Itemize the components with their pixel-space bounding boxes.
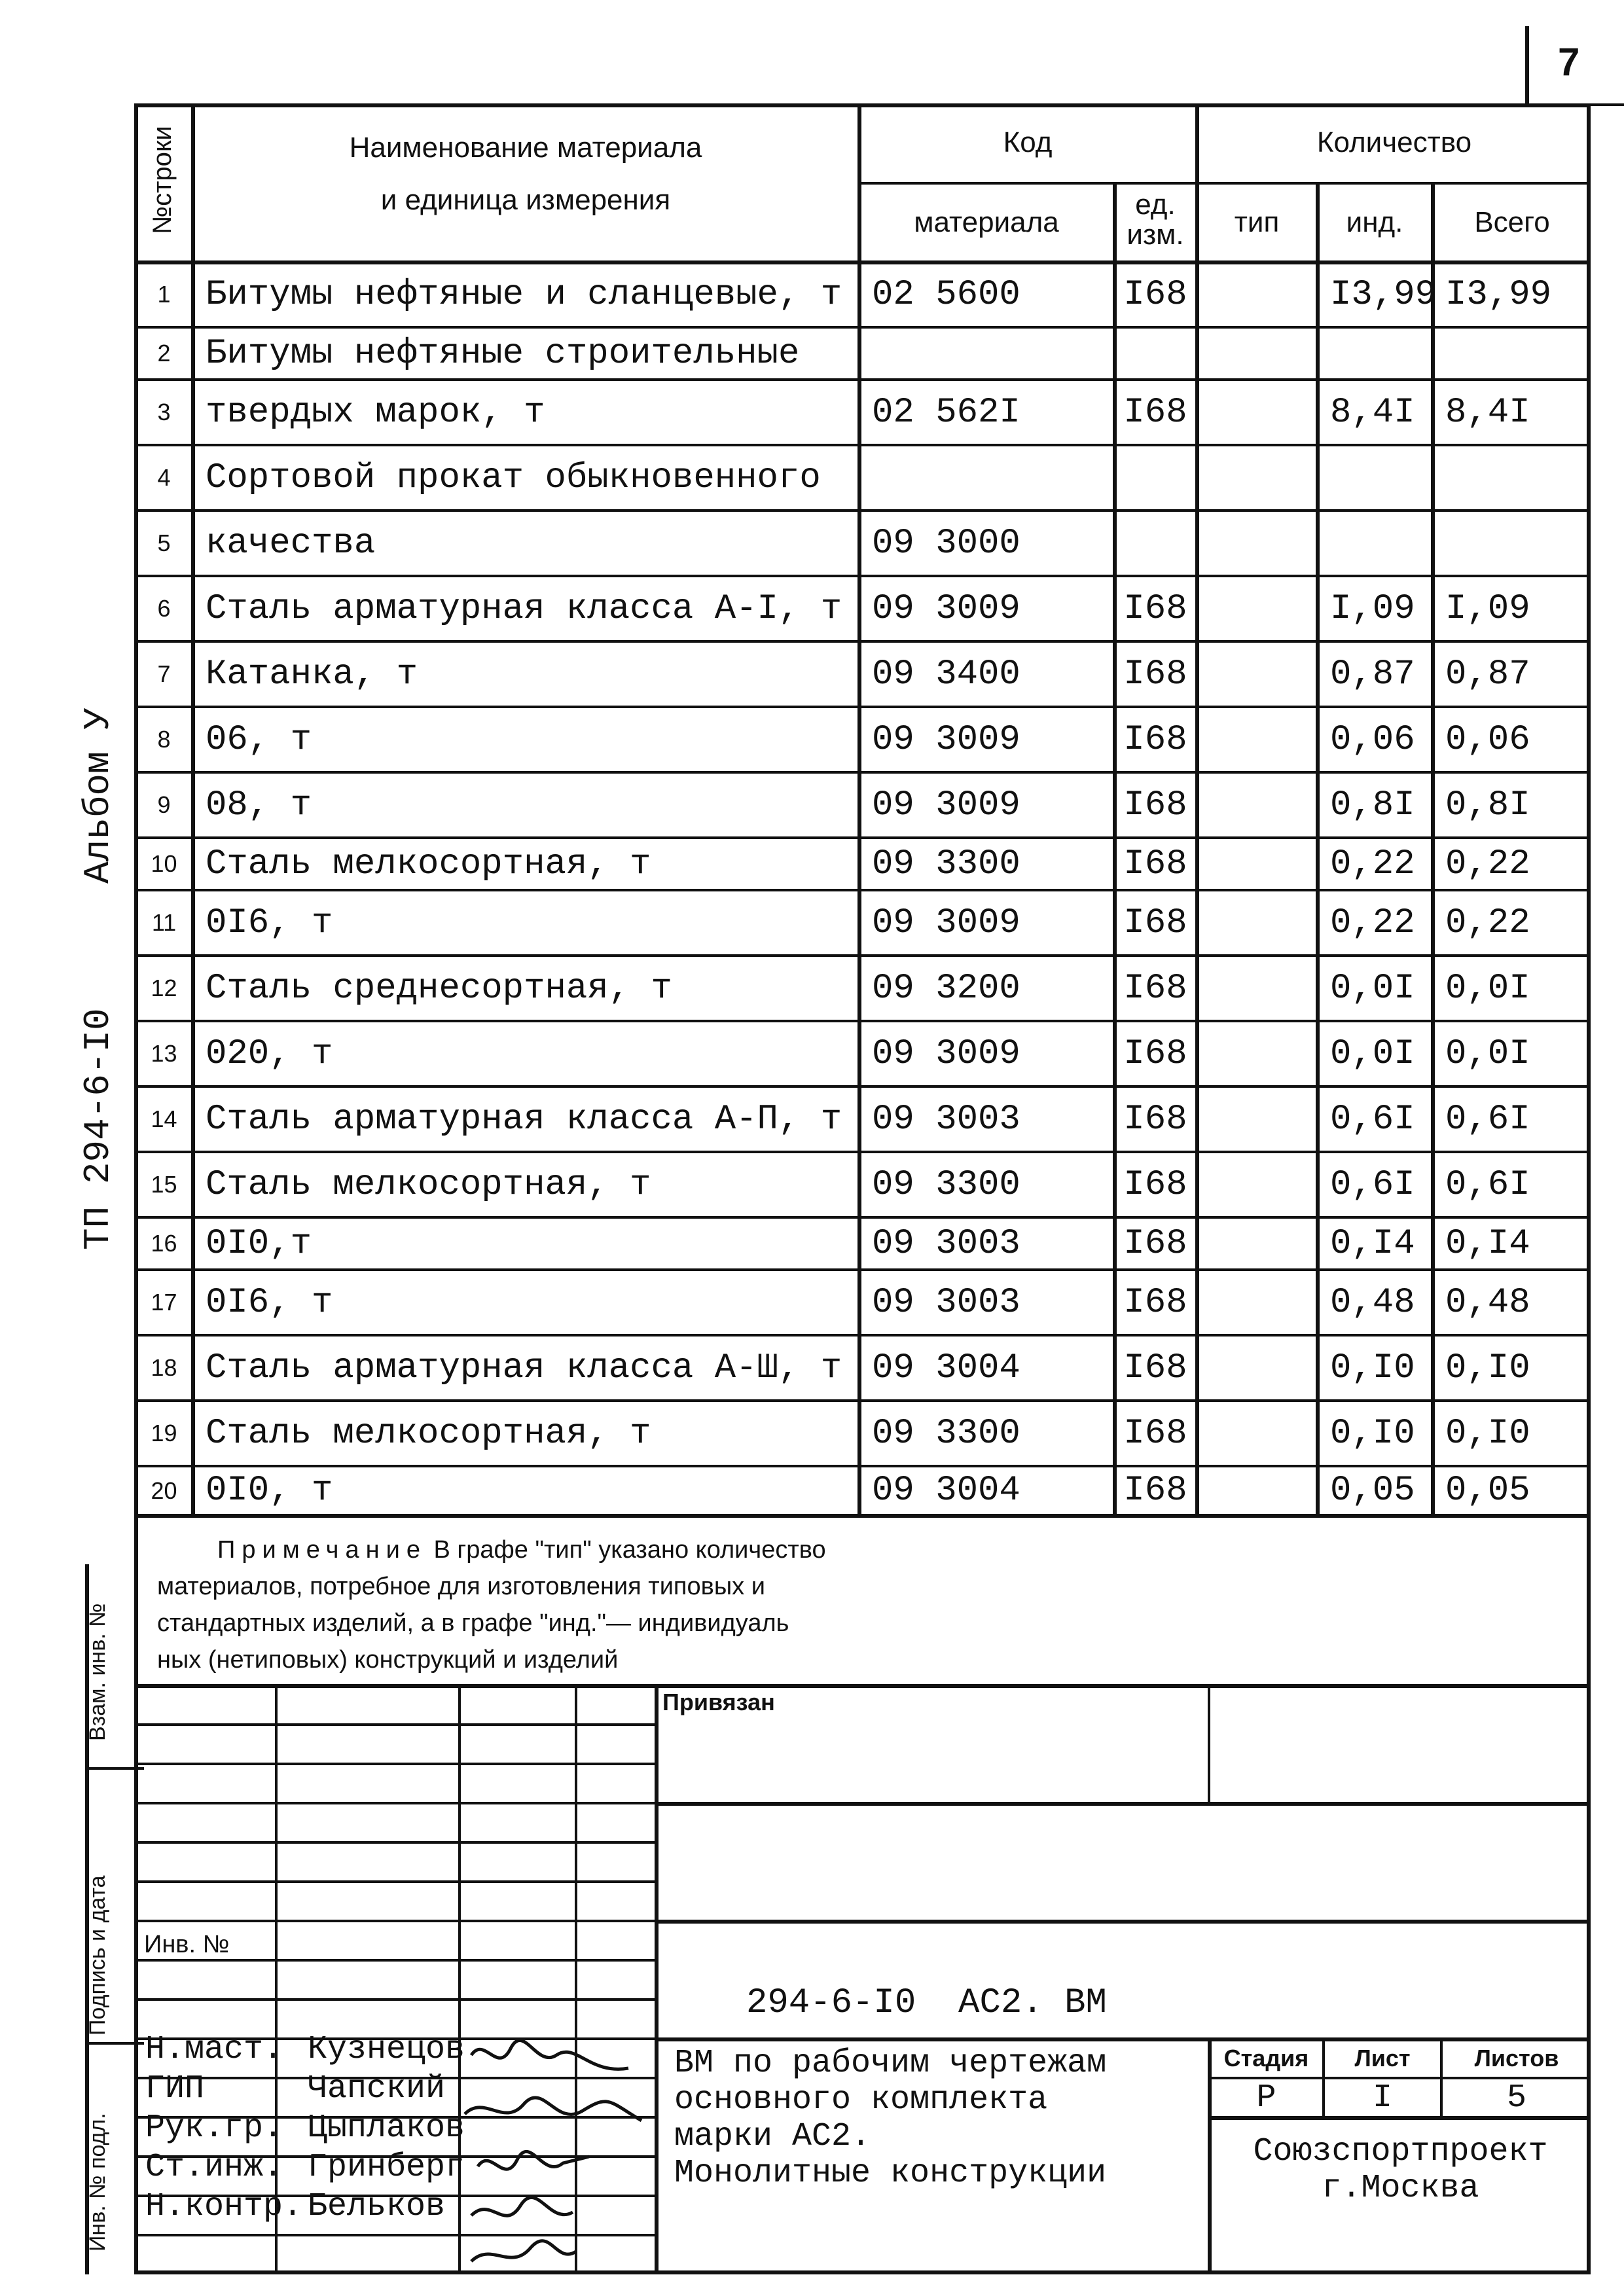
qty-ind: 8,4I [1330, 392, 1415, 433]
material-name: Битумы нефтяные и сланцевые, т [206, 274, 842, 315]
material-code: 09 3003 [872, 1223, 1020, 1264]
qty-ind: 0,48 [1330, 1282, 1415, 1323]
material-code: 02 562I [872, 392, 1020, 433]
material-name: 08, т [206, 785, 312, 825]
stamp-vzam-label: Взам. инв. № [85, 1603, 110, 1741]
qty-type [1198, 774, 1316, 836]
unit-code: I68 [1123, 274, 1187, 315]
qty-total: 0,I4 [1445, 1223, 1530, 1264]
row-number: 19 [151, 1420, 177, 1446]
role-label: Рук.гр. [145, 2109, 283, 2147]
stage-value: Р [1256, 2079, 1276, 2117]
row-number: 13 [151, 1040, 177, 1067]
header-name-line1: Наименование материала [349, 132, 702, 164]
role-label: ГИП [145, 2070, 205, 2108]
qty-type [1198, 1219, 1316, 1268]
qty-total: 0,48 [1445, 1282, 1530, 1323]
title-block-top-rule [134, 1684, 1591, 1688]
row-number: 18 [151, 1354, 177, 1381]
material-name: Сталь арматурная класса А-П, т [206, 1099, 842, 1139]
tb-row-6 [134, 1920, 655, 1922]
qty-type [1198, 839, 1316, 889]
row-number: 5 [157, 529, 171, 556]
tb-row-8 [134, 1998, 655, 2001]
qty-type [1198, 1153, 1316, 1216]
material-code: 09 3300 [872, 844, 1020, 884]
qty-ind [1318, 446, 1431, 509]
header-ind: инд. [1346, 206, 1403, 238]
title-block-vert-main [655, 1684, 659, 2274]
signatures-handwritten [458, 2029, 655, 2274]
note-heading: Примечание [217, 1536, 427, 1564]
material-name: 0I0,т [206, 1223, 312, 1264]
org-line2: г.Москва [1322, 2170, 1479, 2207]
role-label: Н.маст. [145, 2031, 283, 2068]
role-label: Ст.инж. [145, 2149, 283, 2186]
material-code: 09 3004 [872, 1348, 1020, 1388]
qty-type [1198, 891, 1316, 954]
material-code [860, 329, 1113, 378]
header-material: материала [914, 206, 1059, 238]
qty-total: 0,I0 [1445, 1413, 1530, 1454]
qty-ind: 0,I4 [1330, 1223, 1415, 1264]
header-name-line2: и единица измерения [380, 184, 671, 216]
unit-code [1115, 512, 1195, 575]
material-name: Сталь арматурная класса А-I, т [206, 588, 842, 629]
qty-type [1198, 446, 1316, 509]
qty-ind: 0,06 [1330, 719, 1415, 760]
qty-total: 0,22 [1445, 903, 1530, 943]
qty-total: 0,87 [1445, 654, 1530, 694]
row-number: 15 [151, 1171, 177, 1198]
qty-type [1198, 1336, 1316, 1399]
qty-type [1198, 1467, 1316, 1514]
qty-total: 0,0I [1445, 1033, 1530, 1074]
header-unit [1115, 190, 1195, 250]
material-name: Сталь мелкосортная, т [206, 844, 651, 884]
note-block [157, 1532, 826, 1678]
album-label: Альбом У [77, 708, 119, 884]
page-number-rule [1525, 26, 1529, 103]
qty-ind: 0,05 [1330, 1471, 1415, 1511]
qty-total: 0,8I [1445, 785, 1530, 825]
qty-total: I3,99 [1445, 274, 1552, 315]
tb-row-5 [134, 1880, 655, 1883]
unit-code: I68 [1123, 1099, 1187, 1139]
qty-type [1198, 329, 1316, 378]
qty-type [1198, 1402, 1316, 1465]
qty-total [1434, 512, 1591, 575]
row-number: 9 [157, 791, 171, 818]
title-line3: марки АС2. [674, 2118, 871, 2155]
table-bottom-rule [134, 1514, 1591, 1518]
row-number: 14 [151, 1105, 177, 1132]
unit-code: I68 [1123, 1348, 1187, 1388]
person-name: Кузнецов [308, 2031, 465, 2068]
unit-code: I68 [1123, 588, 1187, 629]
page-number: 7 [1558, 40, 1580, 84]
material-code: 09 3009 [872, 588, 1020, 629]
material-name: твердых марок, т [206, 392, 545, 433]
qty-total [1434, 446, 1591, 509]
stamp-inv-label: Инв. № подл. [85, 2113, 110, 2251]
material-code: 09 3000 [872, 523, 1020, 564]
qty-total: 0,05 [1445, 1471, 1530, 1511]
project-label: ТП 294-6-I0 [77, 1008, 119, 1250]
person-name: Гринберг [308, 2149, 465, 2186]
title-line1: ВМ по рабочим чертежам [674, 2045, 1107, 2082]
header-unit-line1: ед. [1135, 188, 1176, 221]
tb-row-7 [134, 1959, 655, 1962]
document-title [674, 2045, 1106, 2192]
tb-row-1 [134, 1723, 655, 1726]
material-code: 09 3003 [872, 1282, 1020, 1323]
material-code: 09 3200 [872, 968, 1020, 1009]
role-label: Н.контр. [145, 2188, 303, 2225]
note-line2: материалов, потребное для изготовления типовых и [157, 1573, 765, 1600]
qty-type [1198, 512, 1316, 575]
inv-no-label: Инв. № [144, 1931, 233, 1959]
qty-type [1198, 708, 1316, 771]
material-code: 02 5600 [872, 274, 1020, 315]
material-code: 09 3004 [872, 1471, 1020, 1511]
qty-total: 0,6I [1445, 1099, 1530, 1139]
privyazan-label: Привязан [662, 1689, 775, 1715]
material-name: 0I0, т [206, 1471, 333, 1511]
row-number: 7 [157, 660, 171, 687]
qty-ind: 0,6I [1330, 1164, 1415, 1205]
unit-code [1115, 446, 1195, 509]
qty-type [1198, 381, 1316, 444]
qty-type [1198, 643, 1316, 706]
header-type: тип [1234, 206, 1280, 238]
note-line4: ных (нетиповых) конструкций и изделий [157, 1646, 619, 1674]
qty-ind: 0,22 [1330, 844, 1415, 884]
unit-code: I68 [1123, 1164, 1187, 1205]
unit-code: I68 [1123, 785, 1187, 825]
qty-total: 0,6I [1445, 1164, 1530, 1205]
unit-code: I68 [1123, 392, 1187, 433]
qty-ind [1318, 329, 1431, 378]
qty-ind: I3,99 [1330, 274, 1437, 315]
material-name: Сталь арматурная класса А-Ш, т [206, 1348, 842, 1388]
qty-ind: 0,6I [1330, 1099, 1415, 1139]
stage-label: Стадия [1223, 2045, 1309, 2072]
material-name: 06, т [206, 719, 312, 760]
material-name: Битумы нефтяные строительные [206, 333, 800, 374]
sheets-label: Листов [1474, 2045, 1559, 2072]
row-number: 16 [151, 1230, 177, 1257]
material-name: Сталь мелкосортная, т [206, 1413, 651, 1454]
material-name: 0I6, т [206, 1282, 333, 1323]
material-name: 020, т [206, 1033, 333, 1074]
qty-type [1198, 577, 1316, 640]
qty-total: 0,06 [1445, 719, 1530, 760]
row-number: 10 [151, 850, 177, 877]
material-name: Сталь среднесортная, т [206, 968, 672, 1009]
row-number: 20 [151, 1477, 177, 1504]
qty-total: 0,I0 [1445, 1348, 1530, 1388]
header-total: Всего [1474, 206, 1550, 238]
material-code: 09 3300 [872, 1413, 1020, 1454]
unit-code: I68 [1123, 654, 1187, 694]
row-number: 4 [157, 464, 171, 491]
unit-code: I68 [1123, 844, 1187, 884]
title-line4: Монолитные конструкции [674, 2155, 1107, 2192]
header-unit-line2: изм. [1127, 219, 1184, 251]
material-code [860, 446, 1113, 509]
organization [1210, 2134, 1591, 2207]
row-number: 11 [151, 909, 177, 936]
qty-ind: 0,87 [1330, 654, 1415, 694]
material-code: 09 3003 [872, 1099, 1020, 1139]
material-code: 09 3009 [872, 1033, 1020, 1074]
qty-total: I,09 [1445, 588, 1530, 629]
tb-row-2 [134, 1763, 655, 1765]
privyazan-split [1208, 1684, 1210, 1802]
material-name: Сортовой прокат обыкновенного [206, 457, 821, 498]
unit-code: I68 [1123, 968, 1187, 1009]
header-code: Код [1003, 126, 1053, 158]
sheets-value: 5 [1506, 2079, 1526, 2117]
document-code: 294-6-I0 АС2. ВМ [746, 1983, 1107, 2023]
qty-type [1198, 263, 1316, 326]
stage-row-2 [1208, 2116, 1591, 2120]
qty-total: 8,4I [1445, 392, 1530, 433]
material-code: 09 3009 [872, 903, 1020, 943]
sheet-value: I [1372, 2079, 1392, 2117]
privyazan-bottom-rule [655, 1802, 1591, 1806]
qty-type [1198, 1271, 1316, 1334]
row-number: 2 [157, 340, 171, 367]
unit-code: I68 [1123, 1033, 1187, 1074]
row-number: 17 [151, 1289, 177, 1316]
person-name: Цыплаков [308, 2109, 465, 2147]
qty-ind: 0,0I [1330, 968, 1415, 1009]
material-name: 0I6, т [206, 903, 333, 943]
row-number: 3 [157, 399, 171, 425]
qty-type [1198, 957, 1316, 1020]
block-mid-rule [655, 1920, 1591, 1924]
row-number: 12 [151, 975, 177, 1001]
material-code: 09 3400 [872, 654, 1020, 694]
material-name: качества [206, 523, 376, 564]
unit-code: I68 [1123, 719, 1187, 760]
qty-total [1434, 329, 1591, 378]
unit-code: I68 [1123, 1223, 1187, 1264]
qty-ind: I,09 [1330, 588, 1415, 629]
qty-total: 0,0I [1445, 968, 1530, 1009]
note-line3: стандартных изделий, а в графе "инд."— индивидуаль [157, 1609, 789, 1637]
qty-ind: 0,8I [1330, 785, 1415, 825]
person-name: Бельков [308, 2188, 446, 2225]
sheet-label: Лист [1354, 2045, 1411, 2072]
row-number: 8 [157, 726, 171, 753]
material-name: Сталь мелкосортная, т [206, 1164, 651, 1205]
qty-total: 0,22 [1445, 844, 1530, 884]
unit-code: I68 [1123, 1471, 1187, 1511]
qty-type [1198, 1088, 1316, 1151]
qty-ind: 0,0I [1330, 1033, 1415, 1074]
unit-code: I68 [1123, 1282, 1187, 1323]
tb-row-3 [134, 1802, 655, 1804]
unit-code: I68 [1123, 903, 1187, 943]
material-code: 09 3009 [872, 785, 1020, 825]
org-line1: Союзспортпроект [1253, 2133, 1548, 2170]
person-name: Чапский [308, 2070, 446, 2108]
header-quantity: Количество [1316, 126, 1472, 158]
material-name: Катанка, т [206, 654, 418, 694]
title-line2: основного комплекта [674, 2081, 1048, 2119]
row-number: 1 [157, 281, 171, 308]
stamp-strip-border [85, 1564, 89, 2274]
tb-row-4 [134, 1841, 655, 1844]
material-code: 09 3009 [872, 719, 1020, 760]
qty-ind [1318, 512, 1431, 575]
qty-ind: 0,22 [1330, 903, 1415, 943]
qty-ind: 0,I0 [1330, 1413, 1415, 1454]
note-line1: В графе "тип" указано количество [433, 1536, 826, 1564]
note-line1-row [157, 1532, 826, 1568]
qty-ind: 0,I0 [1330, 1348, 1415, 1388]
unit-code [1115, 329, 1195, 378]
qty-type [1198, 1022, 1316, 1085]
unit-code: I68 [1123, 1413, 1187, 1454]
stamp-signature-label: Подпись и дата [85, 1875, 110, 2036]
header-row-no: №строки [148, 126, 177, 234]
material-code: 09 3300 [872, 1164, 1020, 1205]
row-number: 6 [157, 595, 171, 622]
